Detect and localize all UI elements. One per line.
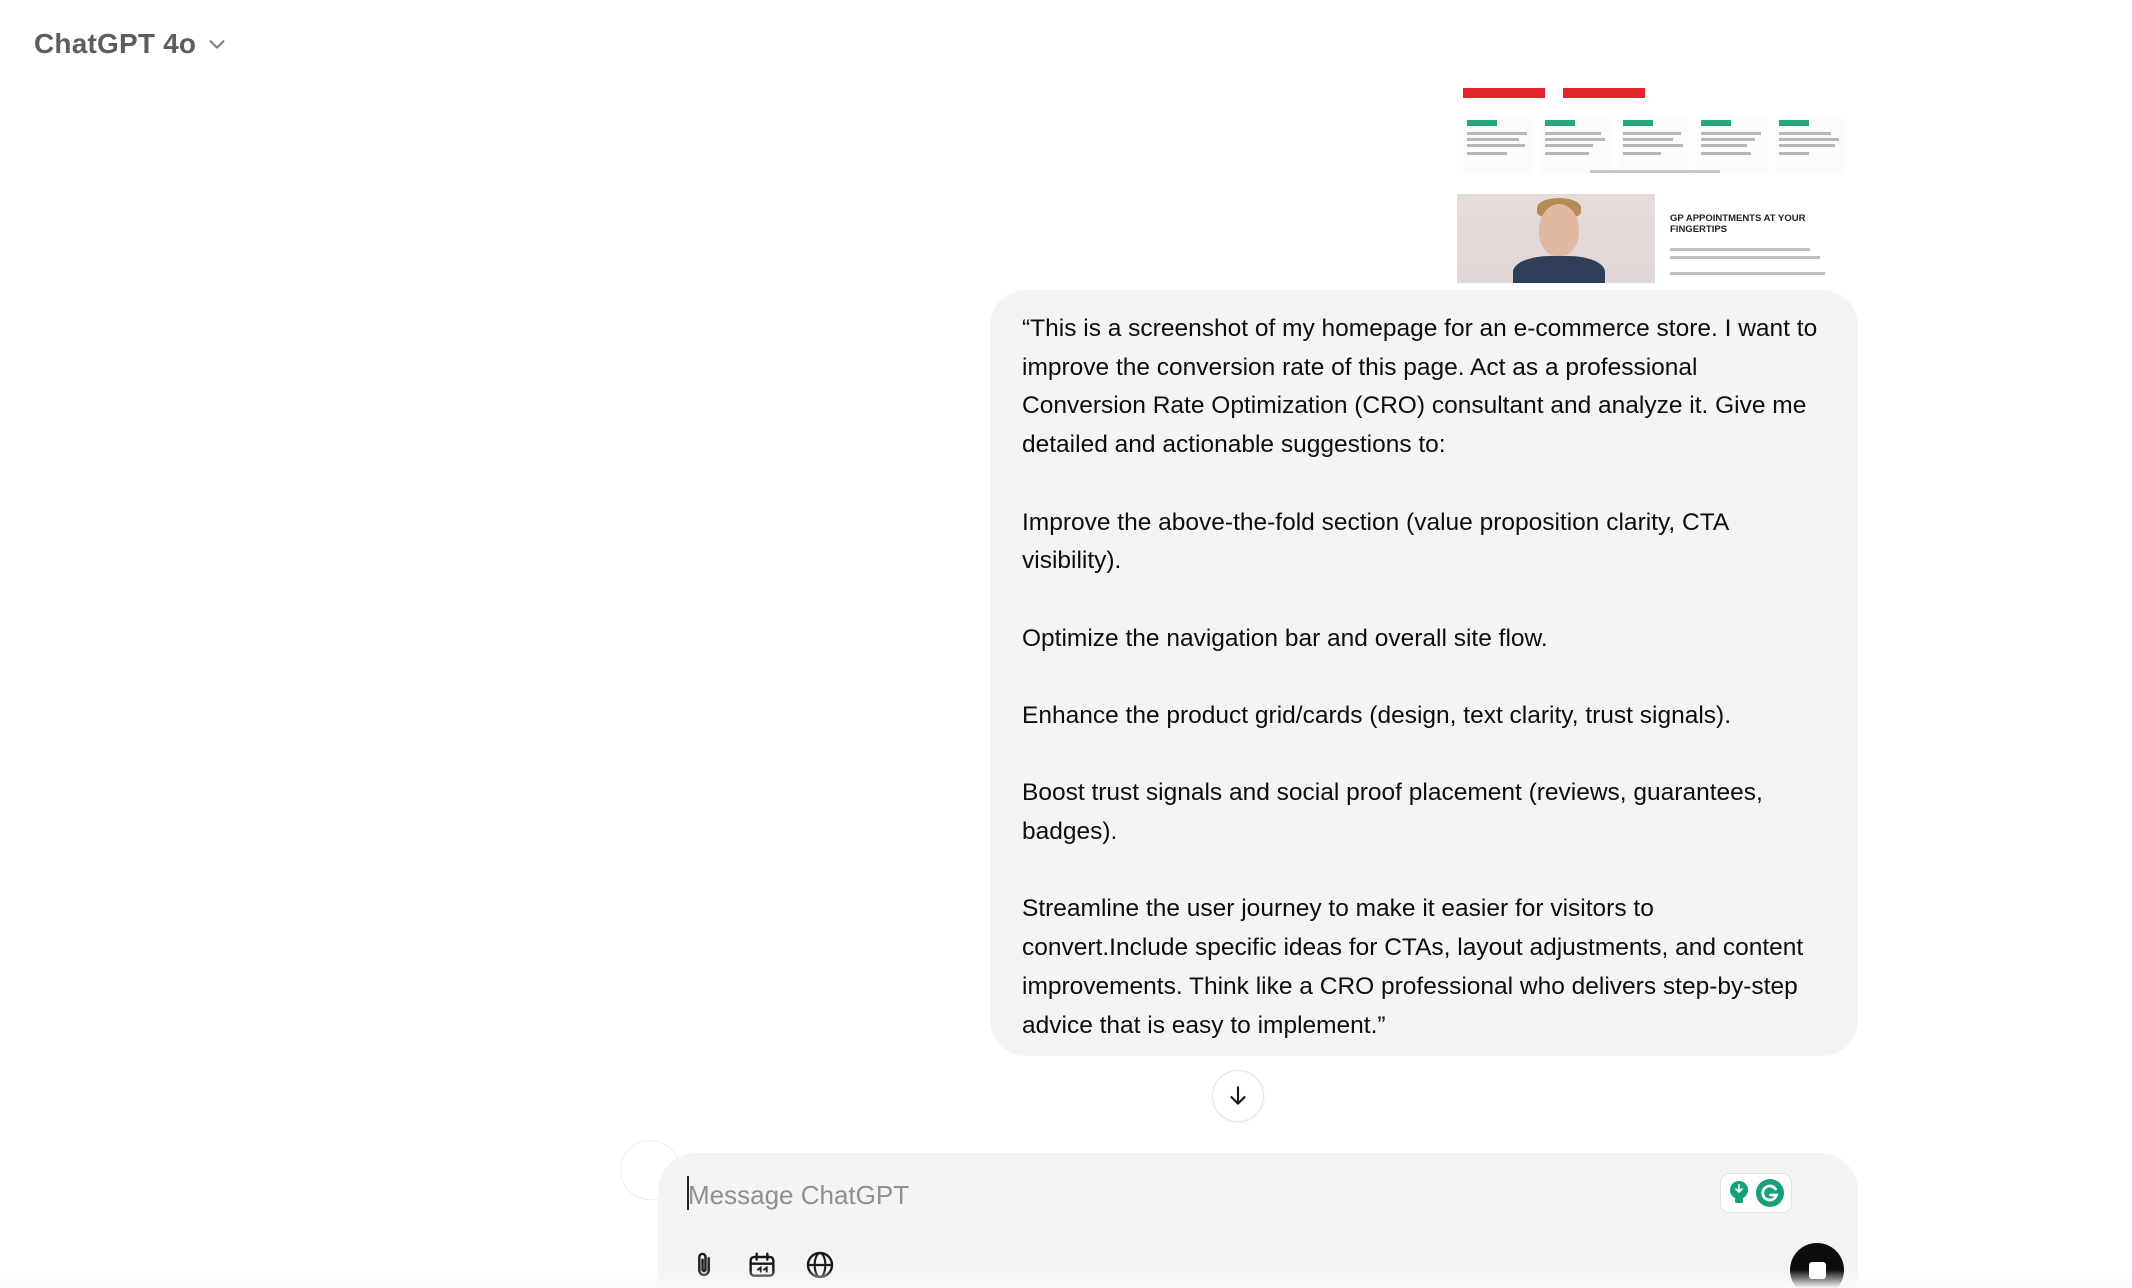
message-composer: [658, 1153, 1858, 1288]
scroll-to-bottom-button[interactable]: [1212, 1070, 1264, 1122]
attached-image[interactable]: [1455, 88, 1860, 283]
image-text-line: [1670, 248, 1810, 251]
image-review-card: [1697, 118, 1767, 174]
image-review-card: [1463, 118, 1533, 174]
image-review-card: [1541, 118, 1611, 174]
bottom-fade: [0, 1270, 2132, 1288]
arrow-down-icon: [1225, 1083, 1251, 1109]
model-name: ChatGPT 4o: [34, 28, 197, 59]
message-paragraph: “This is a screenshot of my homepage for an e-commerce store. I want to improve the conversion rate of this page. Act as a professional Conversion Rate Optimization (CRO) consultant and analyze it. Give me detailed and actionable suggestions to:: [1022, 315, 1818, 459]
message-input[interactable]: [688, 1177, 1688, 1213]
image-review-card: [1619, 118, 1689, 174]
image-red-button: [1563, 88, 1645, 98]
message-paragraph: Boost trust signals and social proof placement (reviews, guarantees, badges).: [1022, 779, 1763, 846]
model-selector[interactable]: [34, 28, 228, 60]
user-message-bubble: [990, 290, 1858, 1056]
message-paragraph: Improve the above-the-fold section (value proposition clarity, CTA visibility).: [1022, 508, 1728, 575]
image-text-line: [1670, 256, 1820, 259]
image-caption-line: [1590, 170, 1720, 173]
extension-badge[interactable]: [1720, 1173, 1792, 1213]
image-red-button: [1463, 88, 1545, 98]
message-paragraph: Streamline the user journey to make it easier for visitors to convert.Include specific ideas for CTAs, layout adjustments, and content improvements. Think like a CRO professional who delivers step-by-step advice that is easy to implement.”: [1022, 895, 1804, 1039]
image-review-card: [1775, 118, 1845, 174]
image-heading: GP APPOINTMENTS AT YOUR FINGERTIPS: [1670, 213, 1806, 235]
chevron-down-icon: [206, 33, 228, 55]
image-doctor-photo: [1457, 194, 1655, 283]
image-text-line: [1670, 272, 1825, 275]
grammarly-icon: [1755, 1178, 1785, 1208]
message-paragraph: Enhance the product grid/cards (design, text clarity, trust signals).: [1022, 701, 1732, 729]
lightbulb-icon: [1727, 1179, 1751, 1207]
message-paragraph: Optimize the navigation bar and overall site flow.: [1022, 624, 1548, 652]
